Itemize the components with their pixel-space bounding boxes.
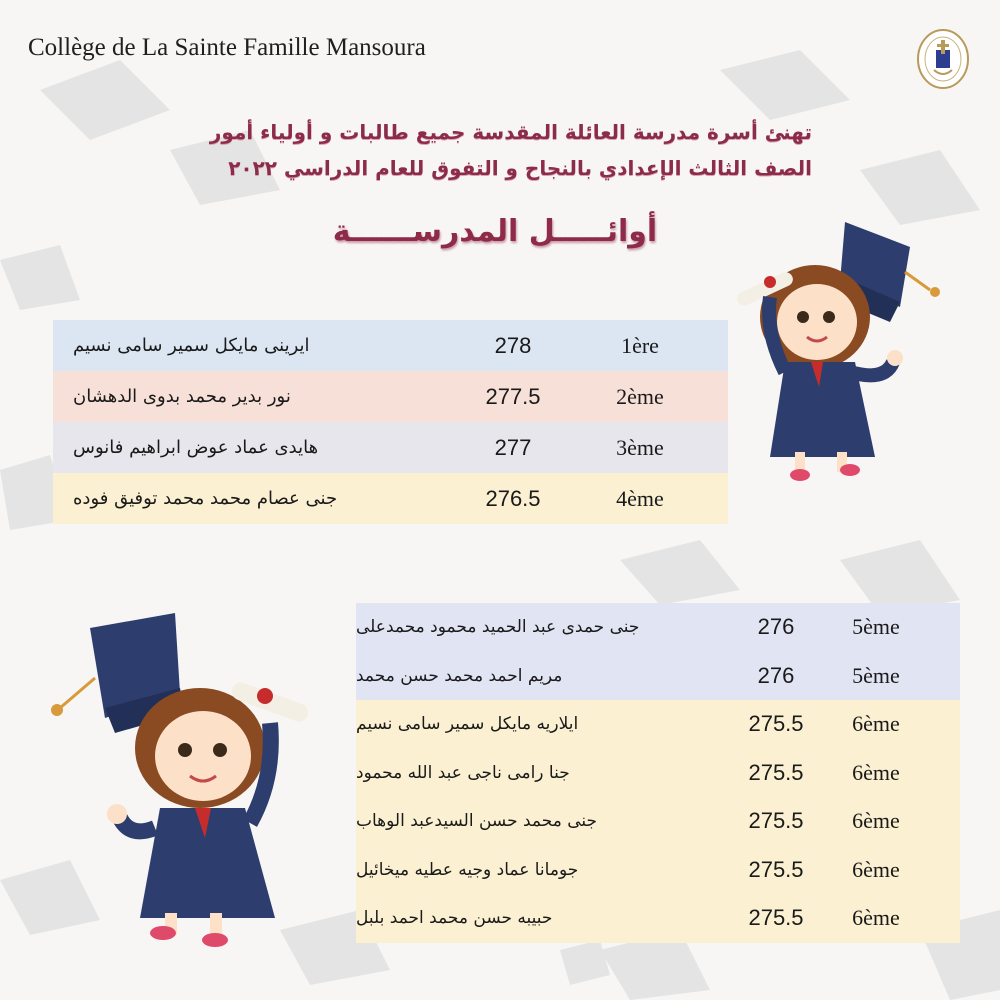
student-name: ايرينى مايكل سمير سامى نسيم	[73, 335, 310, 356]
score-cell: 277.5	[485, 383, 541, 409]
table-row	[53, 320, 728, 371]
student-name: حبيبه حسن محمد احمد بلبل	[356, 908, 553, 929]
student-name: نور بدير محمد بدوى الدهشان	[73, 386, 291, 407]
table-row	[356, 797, 960, 846]
rank-cell: 5ème	[852, 662, 900, 688]
score-cell: 275.5	[748, 856, 804, 882]
school-seal-icon	[916, 28, 970, 90]
rank-cell: 4ème	[616, 485, 664, 511]
rank-cell: 1ère	[621, 332, 659, 358]
top-ranks-table	[53, 320, 728, 524]
honor-roll-table	[356, 603, 960, 943]
score-cell: 276	[757, 662, 795, 688]
student-name: ايلاريه مايكل سمير سامى نسيم	[356, 714, 579, 735]
table-row	[356, 603, 960, 652]
score-cell: 275.5	[748, 808, 804, 834]
student-name: جنى حمدى عبد الحميد محمود محمدعلى	[356, 617, 640, 638]
student-name: جنى عصام محمد محمد توفيق فوده	[73, 488, 338, 509]
school-name: Collège de La Sainte Famille Mansoura	[28, 34, 426, 61]
score-cell: 275.5	[748, 711, 804, 737]
score-cell: 276.5	[485, 485, 541, 511]
table-row	[53, 422, 728, 473]
student-name: جومانا عماد وجيه عطيه ميخائيل	[356, 859, 579, 880]
table-row	[356, 700, 960, 749]
announcement-line-1: تهنئ أسرة مدرسة العائلة المقدسة جميع طالبات و أولياء أمور	[209, 120, 812, 144]
graduate-girl-illustration	[725, 212, 955, 487]
table-row	[356, 749, 960, 798]
score-cell: 276	[757, 614, 795, 640]
rank-cell: 3ème	[616, 434, 664, 460]
rank-cell: 2ème	[616, 383, 664, 409]
graduate-girl-illustration-2	[35, 608, 335, 953]
rank-cell: 6ème	[852, 856, 900, 882]
score-cell: 278	[494, 332, 532, 358]
rank-cell: 5ème	[852, 614, 900, 640]
student-name: مريم احمد محمد حسن محمد	[356, 665, 563, 686]
rank-cell: 6ème	[852, 759, 900, 785]
rank-cell: 6ème	[852, 711, 900, 737]
student-name: هايدى عماد عوض ابراهيم فانوس	[73, 437, 319, 458]
table-row	[356, 894, 960, 943]
table-row	[356, 652, 960, 701]
student-name: جنا رامى ناجى عبد الله محمود	[356, 762, 570, 783]
page-title: أوائـــــل المدرســــــة	[332, 214, 658, 249]
score-cell: 277	[494, 434, 532, 460]
score-cell: 275.5	[748, 759, 804, 785]
rank-cell: 6ème	[852, 808, 900, 834]
table-row	[53, 473, 728, 524]
score-cell: 275.5	[748, 905, 804, 931]
table-row	[356, 846, 960, 895]
table-row	[53, 371, 728, 422]
student-name: جنى محمد حسن السيدعبد الوهاب	[356, 811, 598, 832]
rank-cell: 6ème	[852, 905, 900, 931]
announcement-line-2: الصف الثالث الإعدادي بالنجاح و التفوق للعام الدراسي ٢٠٢٢	[228, 156, 812, 180]
